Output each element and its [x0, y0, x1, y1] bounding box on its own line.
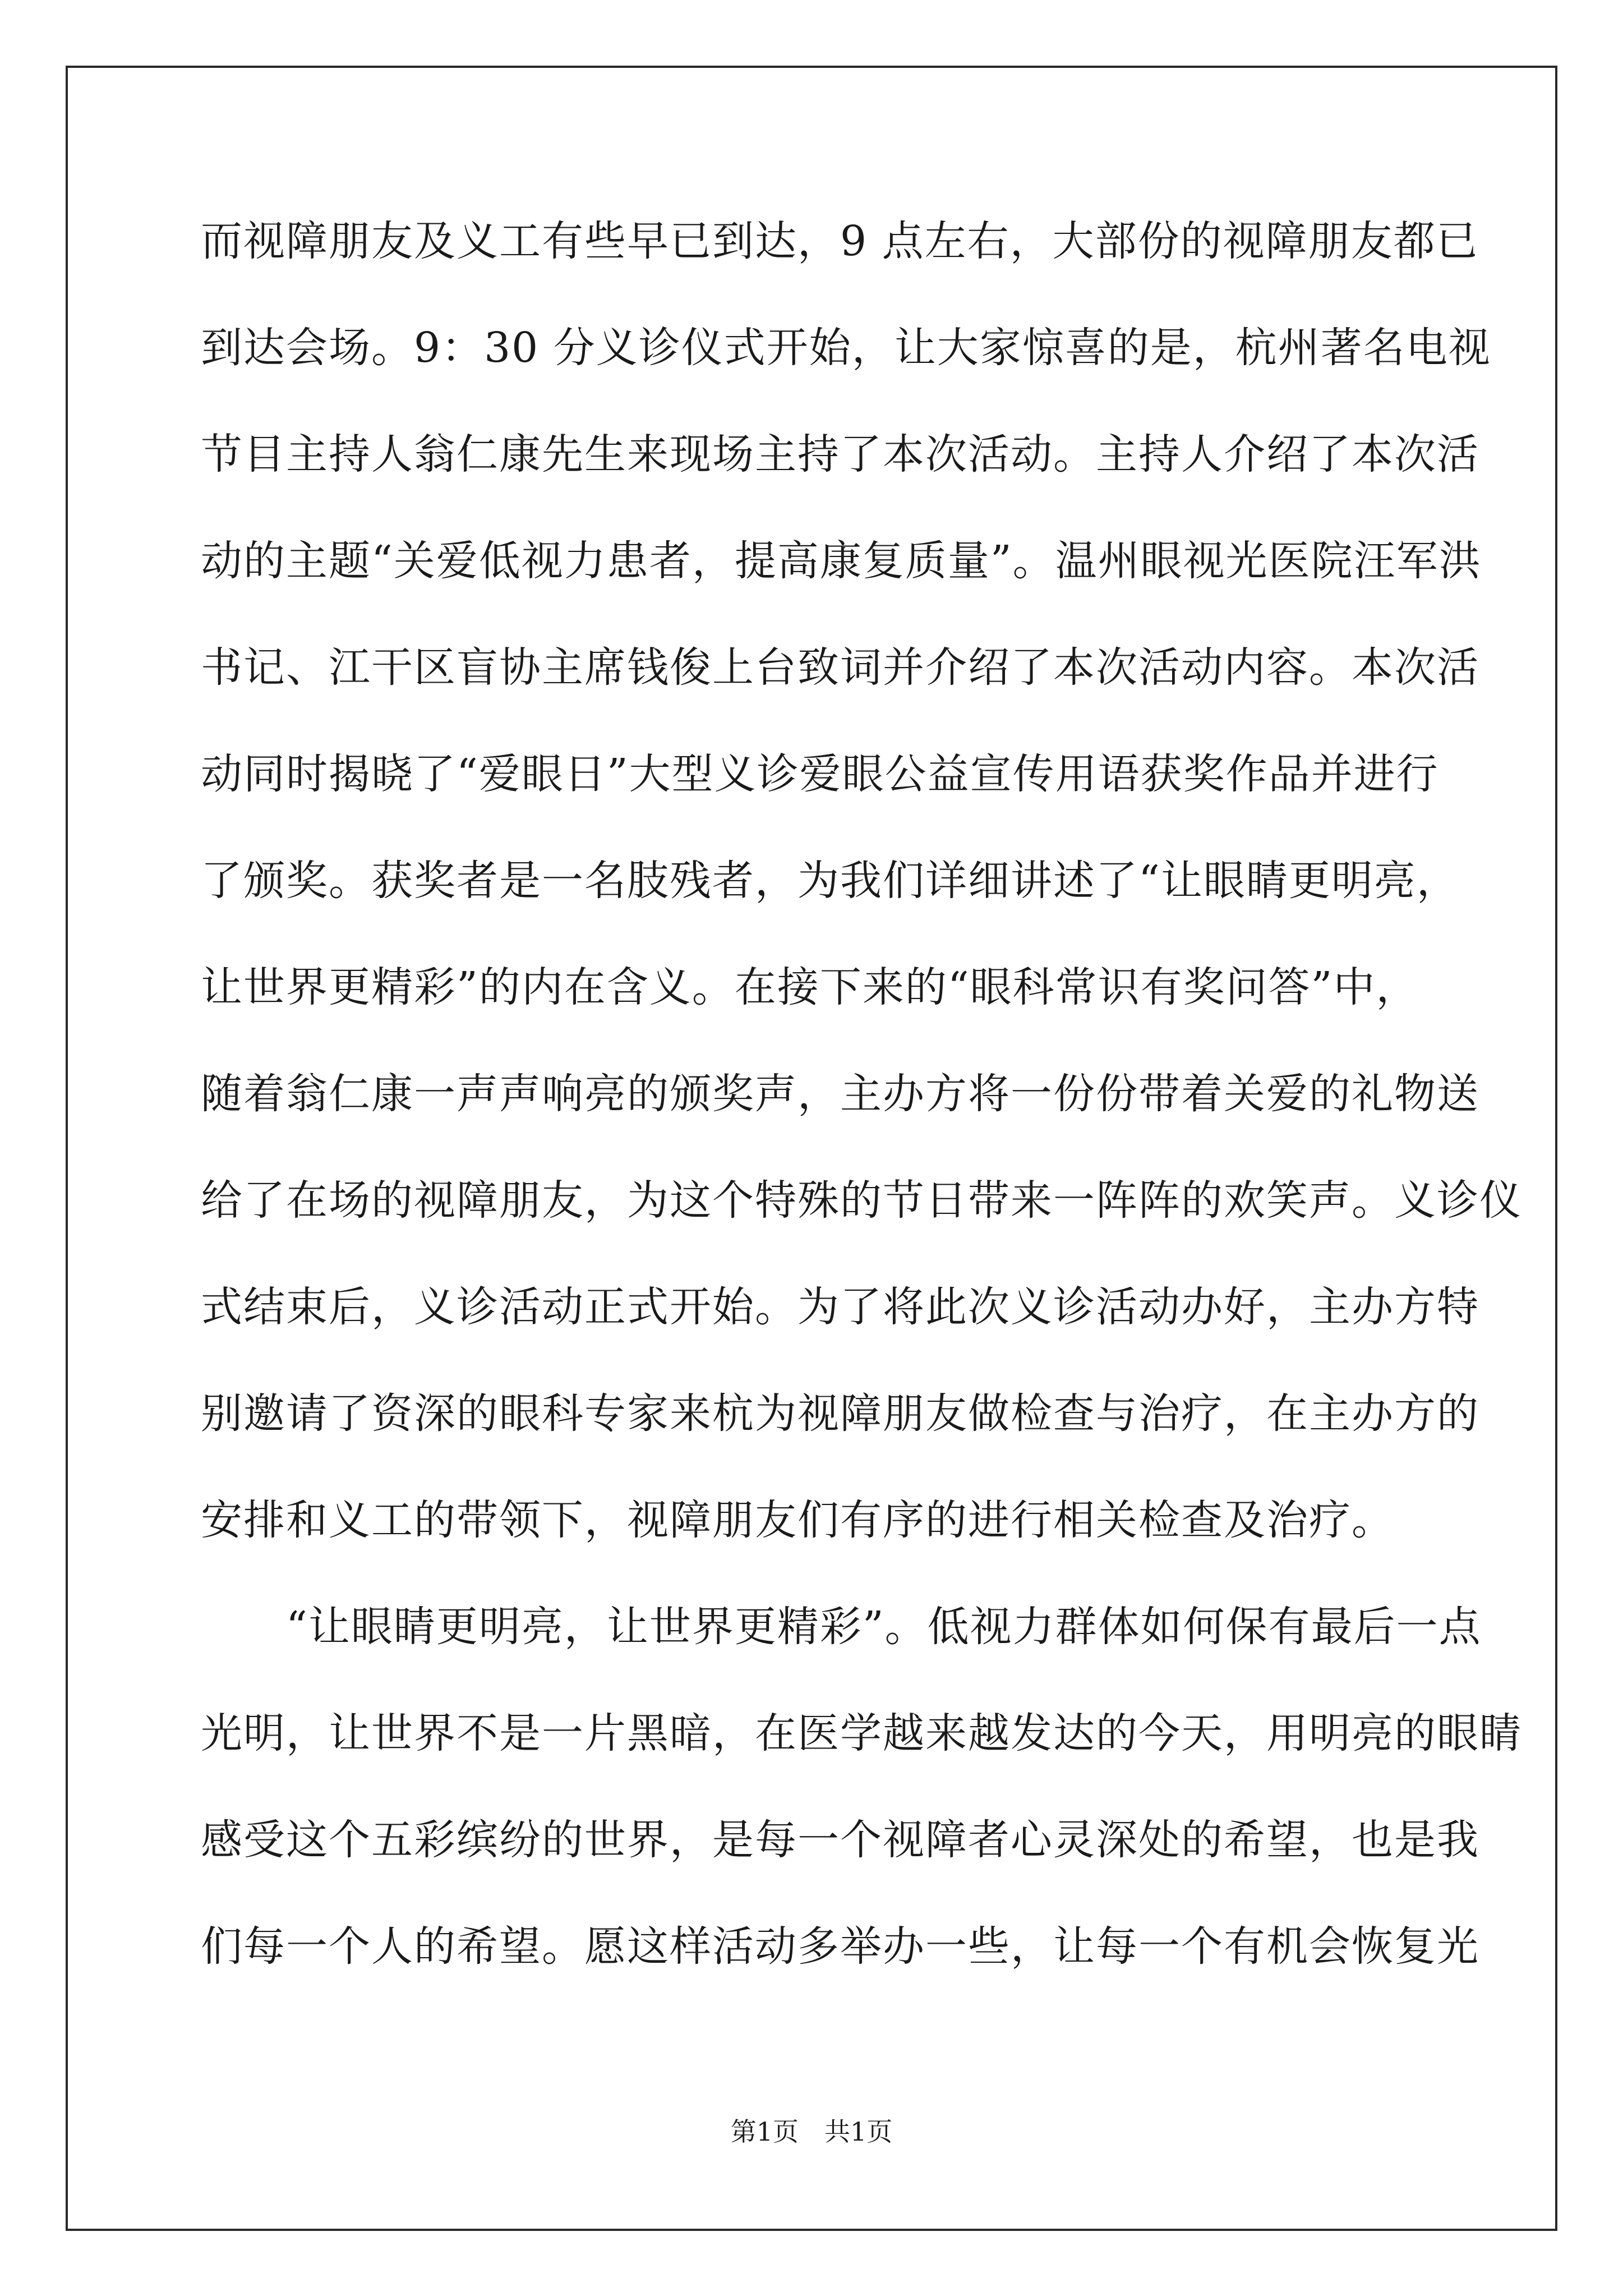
body-line: 动同时揭晓了“爱眼日”大型义诊爱眼公益宣传用语获奖作品并进行	[201, 750, 1439, 798]
body-line: 书记、江干区盲协主席钱俊上台致词并介绍了本次活动内容。本次活	[201, 643, 1479, 692]
body-line: 们每一个人的希望。愿这样活动多举办一些，让每一个有机会恢复光	[201, 1922, 1479, 1971]
body-line: 安排和义工的带领下，视障朋友们有序的进行相关检查及治疗。	[201, 1496, 1394, 1544]
body-line: 而视障朋友及义工有些早已到达，9 点左右，大部份的视障朋友都已	[201, 217, 1479, 265]
body-line: 让世界更精彩”的内在含义。在接下来的“眼科常识有奖问答”中，	[201, 963, 1419, 1011]
body-line: 感受这个五彩缤纷的世界，是每一个视障者心灵深处的希望，也是我	[201, 1816, 1479, 1864]
document-body	[201, 213, 1522, 2025]
body-line: 了颁奖。获奖者是一名肢残者，为我们详细讲述了“让眼睛更明亮，	[201, 857, 1459, 905]
body-line: 到达会场。9：30 分义诊仪式开始，让大家惊喜的是，杭州著名电视	[201, 324, 1491, 372]
body-line: 光明，让世界不是一片黑暗，在医学越来越发达的今天，用明亮的眼睛	[201, 1709, 1522, 1757]
body-line: “让眼睛更明亮，让世界更精彩”。低视力群体如何保有最后一点	[201, 1603, 1482, 1651]
body-line: 随着翁仁康一声声响亮的颁奖声，主办方将一份份带着关爱的礼物送	[201, 1070, 1479, 1118]
body-line: 别邀请了资深的眼科专家来杭为视障朋友做检查与治疗，在主办方的	[201, 1389, 1479, 1438]
body-line: 给了在场的视障朋友，为这个特殊的节日带来一阵阵的欢笑声。义诊仪	[201, 1176, 1522, 1225]
body-line: 式结束后，义诊活动正式开始。为了将此次义诊活动办好，主办方特	[201, 1283, 1479, 1331]
body-line: 节目主持人翁仁康先生来现场主持了本次活动。主持人介绍了本次活	[201, 430, 1479, 478]
body-line: 动的主题“关爱低视力患者，提高康复质量”。温州眼视光医院汪军洪	[201, 537, 1482, 585]
page-footer: 第1页 共1页	[730, 2116, 893, 2147]
